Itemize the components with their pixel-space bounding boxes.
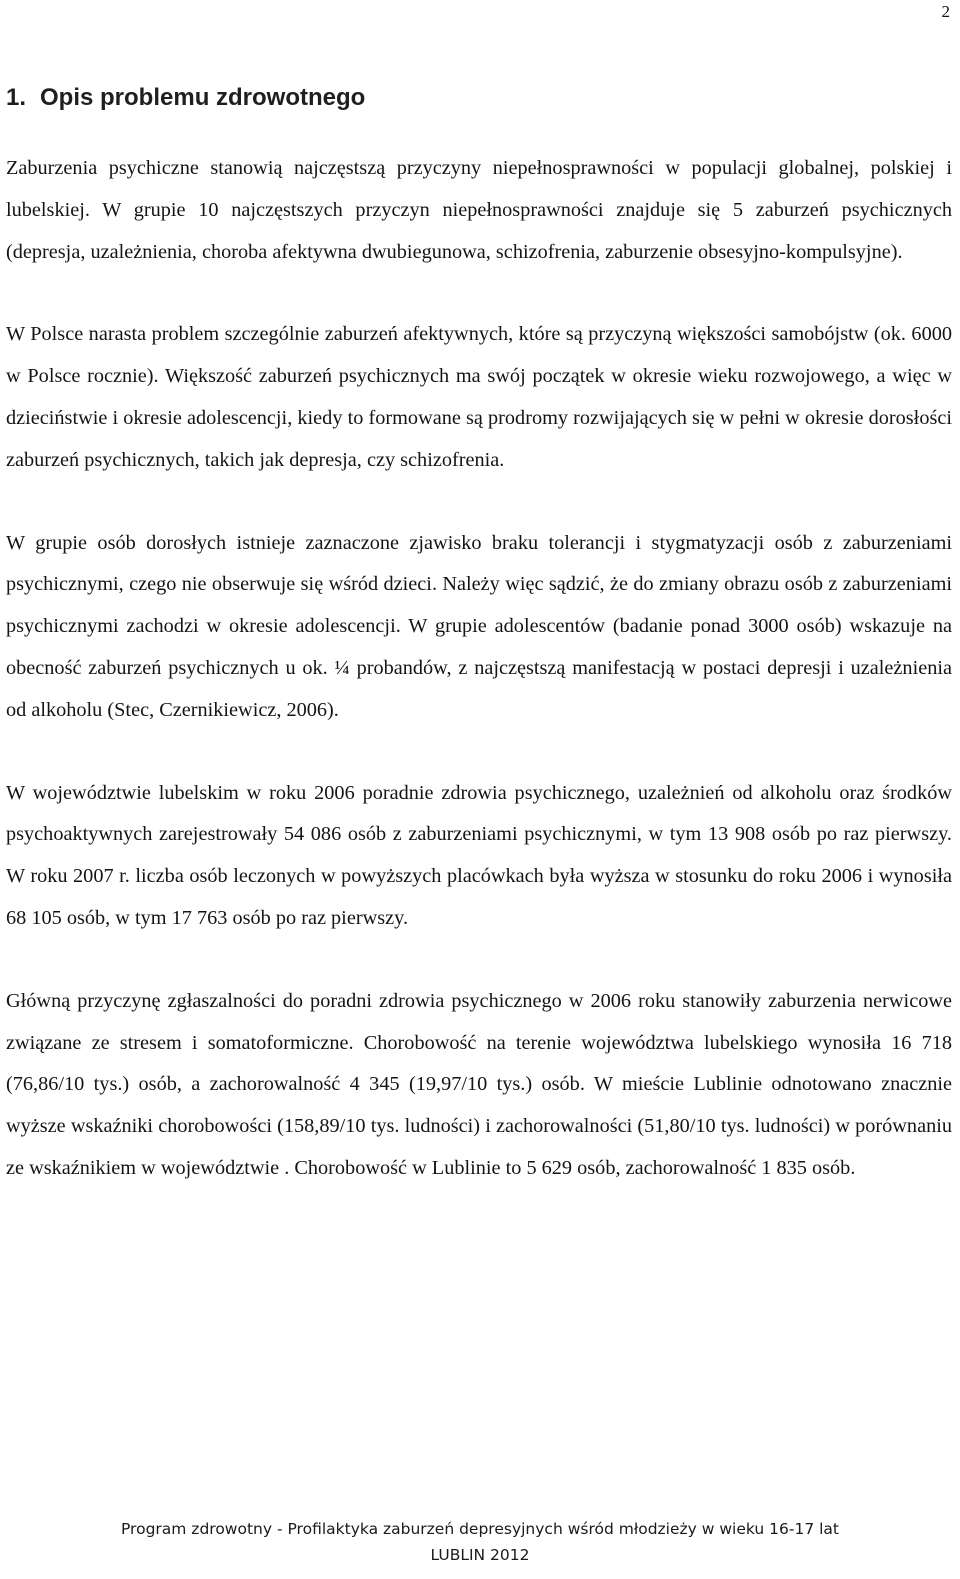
paragraph-1: Zaburzenia psychiczne stanowią najczęstszą przyczyny niepełnosprawności w populacji globalnej, polskiej i lubelskiej. W grupie 10 najczęstszych przyczyn niepełnosprawności znajduje się 5 zaburzeń psychicznych (depresja, uzależnienia, choroba afektywna dwubiegunowa, schizofrenia, zaburzenie obsesyjno-kompulsyjne). (6, 157, 952, 263)
paragraph-4: W województwie lubelskim w roku 2006 poradnie zdrowia psychicznego, uzależnień od alkoholu oraz środków psychoaktywnych zarejestrowały 54 086 osób z zaburzeniami psychicznymi, w tym 13 908 osób po raz pierwszy. W roku 2007 r. liczba osób leczonych w powyższych placówkach była wyższa w stosunku do roku 2006 i wynosiła 68 105 osób, w tym 17 763 osób po raz pierwszy. (6, 781, 952, 929)
footer-place-year: LUBLIN 2012 (430, 1546, 530, 1564)
section-number: 1. (6, 84, 27, 111)
footer-program-title: Program zdrowotny - Profilaktyka zaburzeń depresyjnych wśród młodzieży w wieku 16-17 lat (120, 1520, 839, 1538)
page-number: 2 (941, 2, 950, 21)
section-title: Opis problemu zdrowotnego (40, 84, 366, 111)
section-heading (6, 78, 952, 118)
document-body (6, 78, 952, 1231)
paragraph-5: Główną przyczynę zgłaszalności do poradni zdrowia psychicznego w 2006 roku stanowiły zaburzenia nerwicowe związane ze stresem i somatoformiczne. Chorobowość na terenie województwa lubelskiego wynosiła 16 718 (76,86/10 tys.) osób, a zachorowalność 4 345 (19,97/10 tys.) osób. W mieście Lublinie odnotowano znacznie wyższe wskaźniki chorobowości (158,89/10 tys. ludności) i zachorowalności (51,80/10 tys. ludności) w porównaniu ze wskaźnikiem w województwie . Chorobowość w Lublinie to 5 629 osób, zachorowalność 1 835 osób. (6, 989, 952, 1179)
paragraph-3: W grupie osób dorosłych istnieje zaznaczone zjawisko braku tolerancji i stygmatyzacji osób z zaburzeniami psychicznymi, czego nie obserwuje się wśród dzieci. Należy więc sądzić, że do zmiany obrazu osób z zaburzeniami psychicznymi zachodzi w okresie adolescencji. W grupie adolescentów (badanie ponad 3000 osób) wskazuje na obecność zaburzeń psychicznych u ok. ¼ probandów, z najczęstszą manifestacją w postaci depresji i uzależnienia od alkoholu (Stec, Czernikiewicz, 2006). (6, 531, 952, 721)
paragraph-2: W Polsce narasta problem szczególnie zaburzeń afektywnych, które są przyczyną większości samobójstw (ok. 6000 w Polsce rocznie). Większość zaburzeń psychicznych ma swój początek w okresie wieku rozwojowego, a więc w dzieciństwie i okresie adolescencji, kiedy to formowane są prodromy rozwijających się w pełni w okresie dorosłości zaburzeń psychicznych, takich jak depresja, czy schizofrenia. (6, 323, 952, 471)
